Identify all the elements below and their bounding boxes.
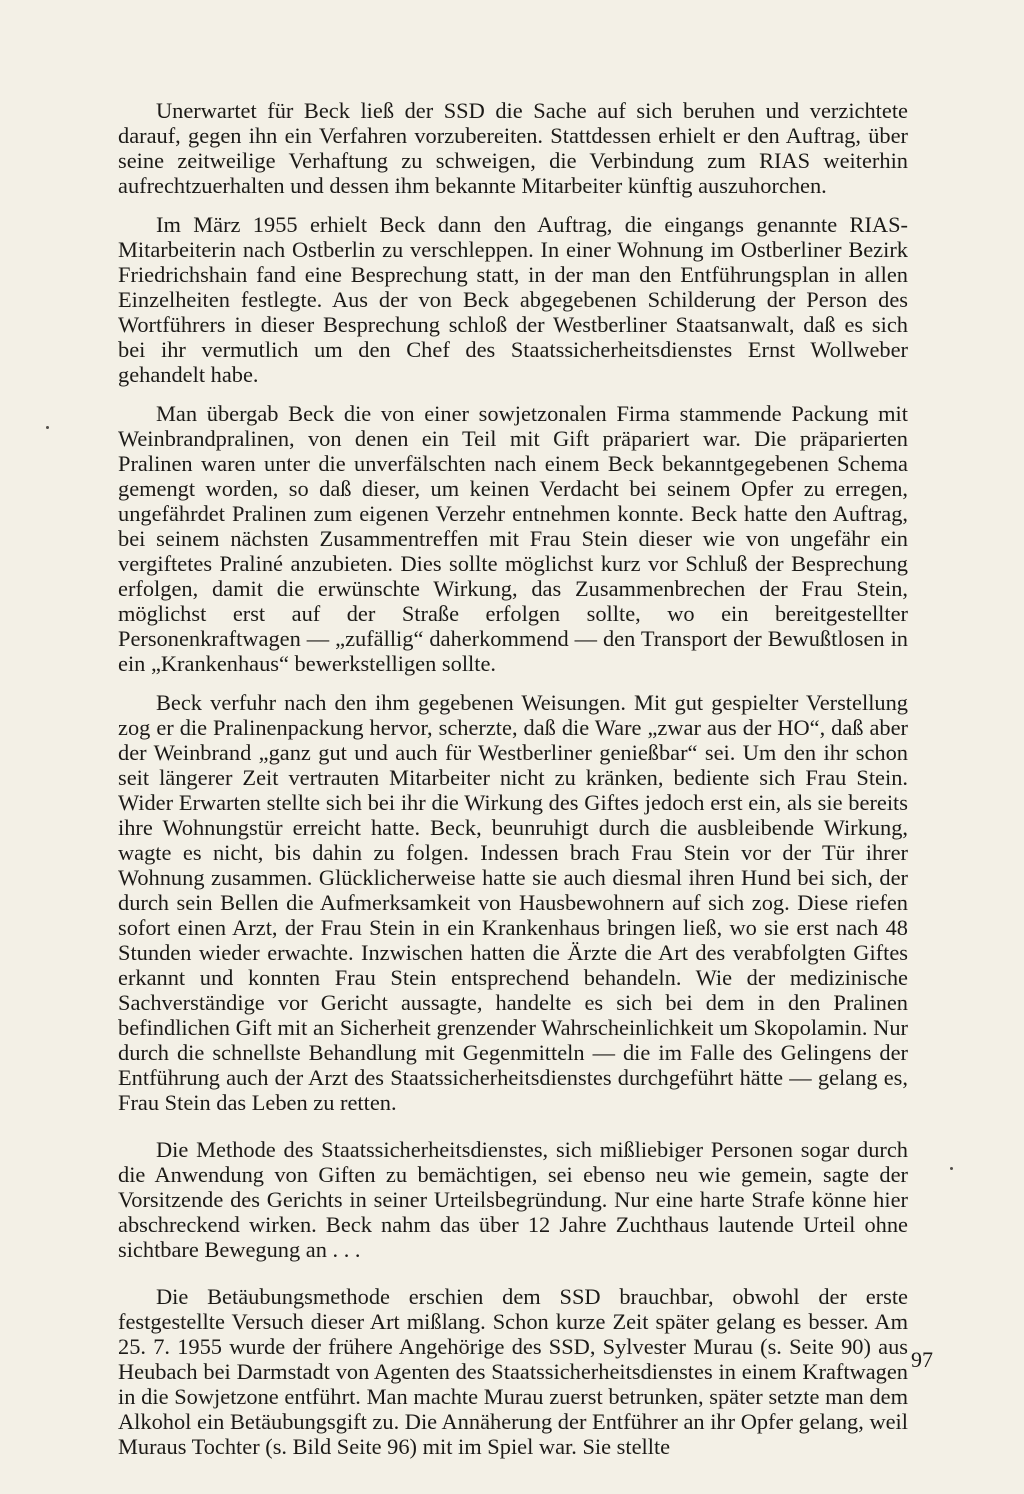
paragraph-3: Man übergab Beck die von einer sowjetzonalen Firma stammende Packung mit Weinbrandpralinen, von denen ein Teil mit Gift präpariert war. Die präparierten Pralinen waren unter die unverfälschten nach einem Beck bekanntgegebenen Schema gemengt worden, so daß dieser, um keinen Verdacht bei seinem Opfer zu erregen, ungefährdet Pralinen zum eigenen Verzehr entnehmen konnte. Beck hatte den Auftrag, bei seinem nächsten Zusammentreffen mit Frau Stein dieser wie von ungefähr ein vergiftetes Praliné anzubieten. Dies sollte möglichst kurz vor Schluß der Besprechung erfolgen, damit die erwünschte Wirkung, das Zusammenbrechen der Frau Stein, möglichst erst auf der Straße erfolgen sollte, wo ein bereitgestellter Personenkraftwagen — „zufällig“ daherkommend — den Transport der Bewußtlosen in ein „Krankenhaus“ bewerkstelligen sollte. (118, 401, 908, 676)
paragraph-6: Die Betäubungsmethode erschien dem SSD brauchbar, obwohl der erste festgestellte Versuch dieser Art mißlang. Schon kurze Zeit später gelang es besser. Am 25. 7. 1955 wurde der frühere Angehörige des SSD, Sylvester Murau (s. Seite 90) aus Heubach bei Darmstadt von Agenten des Staatssicherheitsdienstes in einem Kraftwagen in die Sowjetzone entführt. Man machte Murau zuerst betrunken, später setzte man dem Alkohol ein Betäubungsgift zu. Die Annäherung der Entführer an ihr Opfer gelang, weil Muraus Tochter (s. Bild Seite 96) mit im Spiel war. Sie stellte (118, 1284, 908, 1459)
print-speck (46, 426, 49, 429)
body-text (118, 98, 908, 1473)
paragraph-4: Beck verfuhr nach den ihm gegebenen Weisungen. Mit gut gespielter Verstellung zog er die Pralinenpackung hervor, scherzte, daß die Ware „zwar aus der HO“, daß aber der Weinbrand „ganz gut und auch für Westberliner genießbar“ sei. Um den ihr schon seit längerer Zeit vertrauten Mitarbeiter nicht zu kränken, bediente sich Frau Stein. Wider Erwarten stellte sich bei ihr die Wirkung des Giftes jedoch erst ein, als sie bereits ihre Wohnungstür erreicht hatte. Beck, beunruhigt durch die ausbleibende Wirkung, wagte es nicht, bis dahin zu folgen. Indessen brach Frau Stein vor der Tür ihrer Wohnung zusammen. Glücklicherweise hatte sie auch diesmal ihren Hund bei sich, der durch sein Bellen die Aufmerksamkeit von Hausbewohnern auf sich zog. Diese riefen sofort einen Arzt, der Frau Stein in ein Krankenhaus bringen ließ, wo sie erst nach 48 Stunden wieder erwachte. Inzwischen hatten die Ärzte die Art des verabfolgten Giftes erkannt und konnten Frau Stein entsprechend behandeln. Wie der medizinische Sachverständige vor Gericht aussagte, handelte es sich bei dem in den Pralinen befindlichen Gift mit an Sicherheit grenzender Wahrscheinlichkeit um Skopolamin. Nur durch die schnellste Behandlung mit Gegenmitteln — die im Falle des Gelingens der Entführung auch der Arzt des Staatssicherheitsdienstes durchgeführt hätte — gelang es, Frau Stein das Leben zu retten. (118, 690, 908, 1115)
paragraph-1: Unerwartet für Beck ließ der SSD die Sache auf sich beruhen und verzichtete darauf, gegen ihn ein Verfahren vorzubereiten. Stattdessen erhielt er den Auftrag, über seine zeitweilige Verhaftung zu schweigen, die Verbindung zum RIAS weiterhin aufrechtzuerhalten und dessen ihm bekannte Mitarbeiter künftig auszuhorchen. (118, 98, 908, 198)
paragraph-5: Die Methode des Staatssicherheitsdienstes, sich mißliebiger Personen sogar durch die Anwendung von Giften zu bemächtigen, sei ebenso neu wie gemein, sagte der Vorsitzende des Gerichts in seiner Urteilsbegründung. Nur eine harte Strafe könne hier abschreckend wirken. Beck nahm das über 12 Jahre Zuchthaus lautende Urteil ohne sichtbare Bewegung an . . . (118, 1137, 908, 1262)
print-speck (950, 1167, 953, 1170)
paragraph-2: Im März 1955 erhielt Beck dann den Auftrag, die eingangs genannte RIAS-Mitarbeiterin nach Ostberlin zu verschleppen. In einer Wohnung im Ostberliner Bezirk Friedrichshain fand eine Besprechung statt, in der man den Entführungsplan in allen Einzelheiten festlegte. Aus der von Beck abgegebenen Schilderung der Person des Wortführers in dieser Besprechung schloß der Westberliner Staatsanwalt, daß es sich bei ihr vermutlich um den Chef des Staatssicherheitsdienstes Ernst Wollweber gehandelt habe. (118, 212, 908, 387)
page-number: 97 (911, 1347, 933, 1372)
